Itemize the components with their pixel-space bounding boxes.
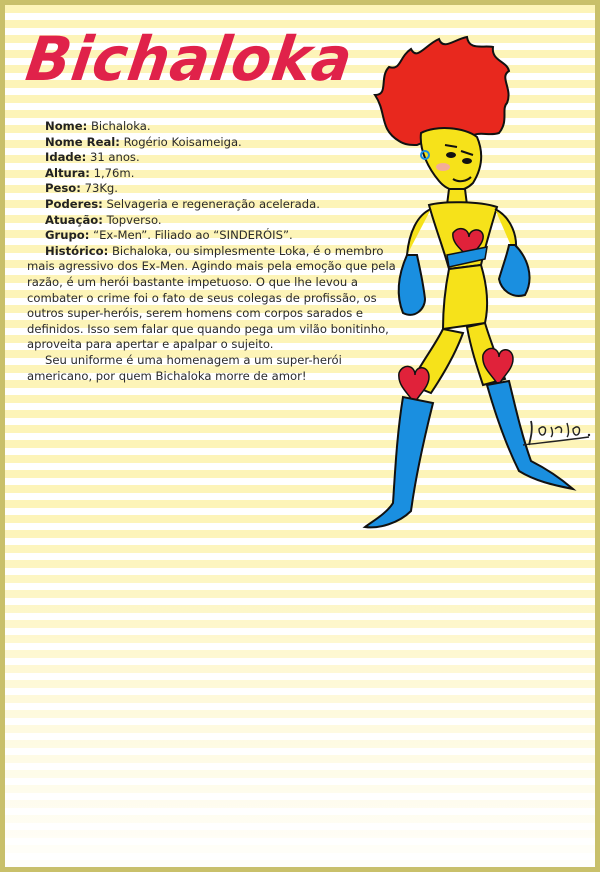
character-title: Bichaloka: [21, 23, 358, 95]
field-nome: Nome: Bichaloka.: [45, 119, 151, 133]
signature-logo: [519, 415, 597, 451]
field-historico: Histórico: Bichaloka, ou simplesmente Loka, é o membro mais agressivo dos Ex-Men. Agindo mais pela emoção que pela razão, é um herói bastante impetuoso. O que lhe levou a combater o crime foi o fato de seus colegas de profissão, os outros super-heróis, serem homens com corpos sarados e definidos. Isso sem falar que quando pega um vilão bonitinho, aproveita para apertar e apalpar o sujeito.: [27, 243, 396, 352]
field-peso: Peso: 73Kg.: [45, 181, 118, 196]
character-illustration: [359, 33, 591, 543]
face: [421, 128, 481, 190]
field-atuacao: Atuação: Topverso.: [45, 212, 162, 227]
character-info: [27, 119, 409, 384]
field-altura: Altura: 1,76m.: [45, 165, 135, 180]
field-grupo: Grupo: “Ex-Men”. Filiado ao “SINDERÓIS”.: [45, 228, 293, 243]
field-idade: Idade: 31 anos.: [45, 150, 140, 165]
left-glove: [399, 255, 425, 315]
uniform-paragraph: Seu uniforme é uma homenagem a um super-herói americano, por quem Bichaloka morre de amor!: [27, 352, 342, 383]
left-boot: [365, 397, 433, 527]
field-poderes: Poderes: Selvageria e regeneração acelerada.: [45, 196, 320, 211]
field-nome-real: Nome Real: Rogério Koisameiga.: [45, 134, 242, 149]
right-glove: [499, 245, 530, 296]
character-sheet-page: [3, 3, 597, 869]
